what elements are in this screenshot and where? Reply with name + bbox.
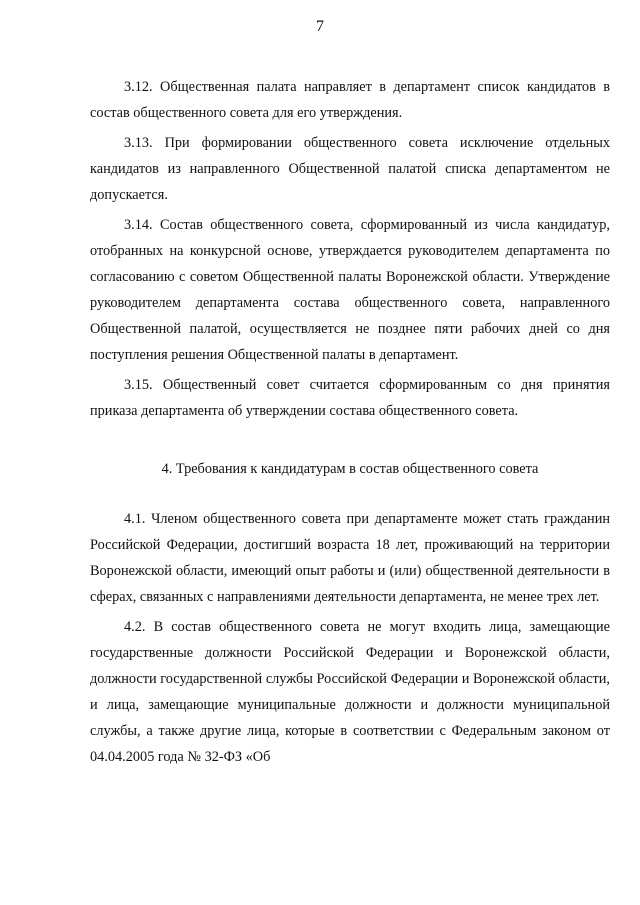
paragraph-4-1: 4.1. Членом общественного совета при департаменте может стать гражданин Российской Федерации, достигший возраста 18 лет, проживающий на территории Воронежской области, имеющий опыт работы и (или) общественной деятельности в сферах, связанных с направлениями деятельности департамента, не менее трех лет. [90, 511, 610, 605]
paragraph-3-13: 3.13. При формировании общественного совета исключение отдельных кандидатов из направленного Общественной палатой списка департаментом не допускается. [90, 135, 610, 203]
paragraph-4-2: 4.2. В состав общественного совета не могут входить лица, замещающие государственные должности Российской Федерации и Воронежской области, должности государственной службы Российской Федерации и Воронежской области, и лица, замещающие муниципальные должности и должности муниципальной службы, а также другие лица, которые в соответствии с Федеральным законом от 04.04.2005 года № 32-ФЗ «Об [90, 619, 610, 765]
paragraph-3-12: 3.12. Общественная палата направляет в департамент список кандидатов в состав общественного совета для его утверждения. [90, 79, 610, 121]
paragraph-3-14: 3.14. Состав общественного совета, сформированный из числа кандидатур, отобранных на конкурсной основе, утверждается руководителем департамента по согласованию с советом Общественной палаты Воронежской области. Утверждение руководителем департамента состава общественного совета, направленного Общественной палатой, осуществляется не позднее пяти рабочих дней со дня поступления решения Общественной палаты в департамент. [90, 217, 610, 363]
section-heading: 4. Требования к кандидатурам в состав общественного совета [161, 461, 539, 477]
document-body [90, 74, 610, 774]
paragraph-3-15: 3.15. Общественный совет считается сформированным со дня принятия приказа департамента об утверждении состава общественного совета. [90, 377, 610, 419]
page-number: 7 [316, 18, 324, 35]
